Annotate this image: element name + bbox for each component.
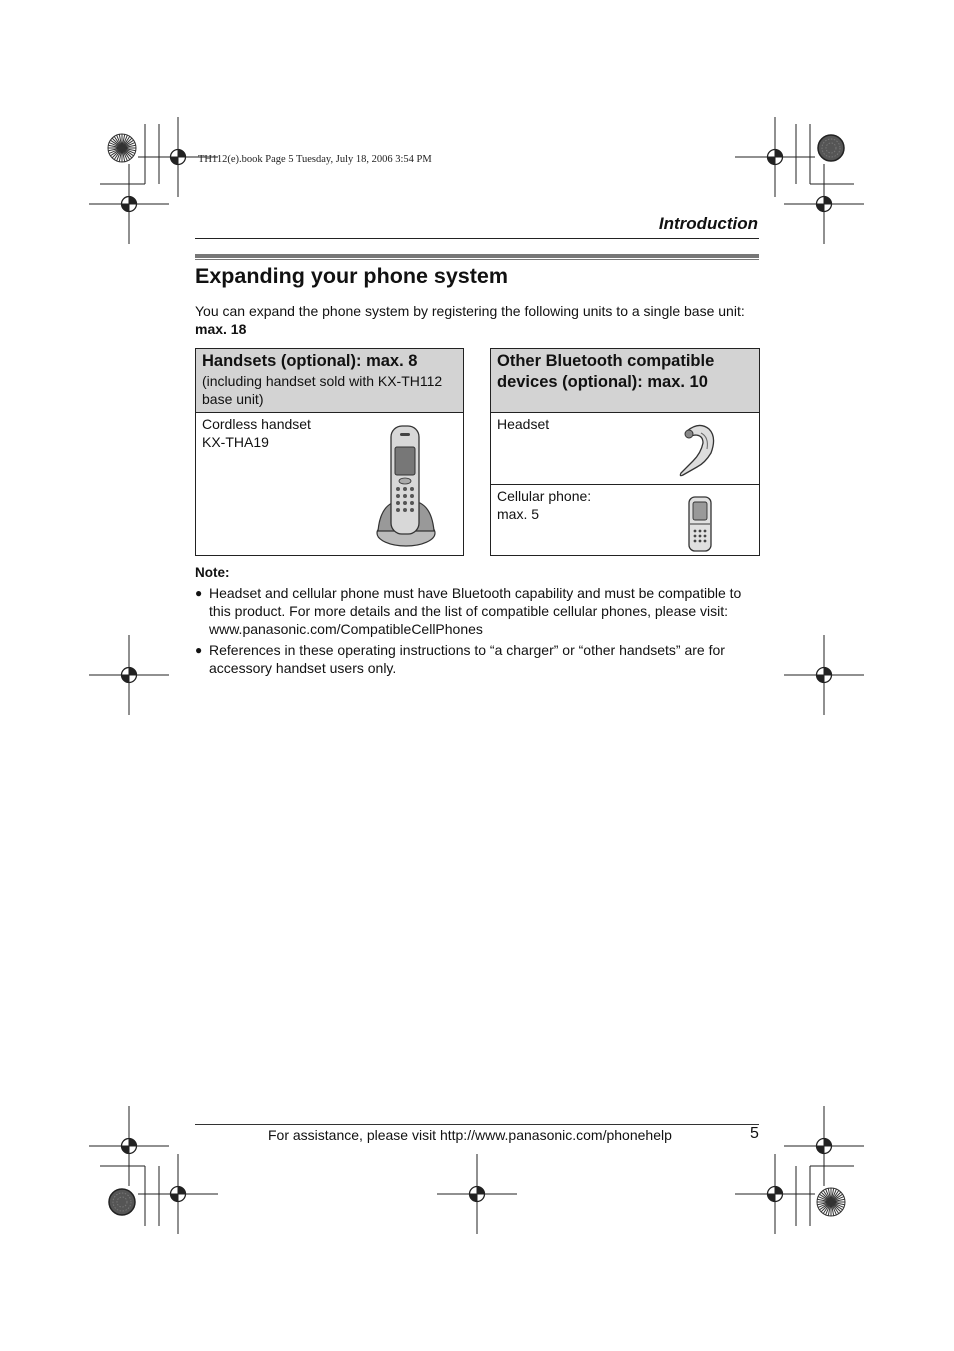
bluetooth-headset-icon [675,421,719,479]
intro-max: max. 18 [195,321,247,337]
handsets-title: Handsets (optional): max. 8 [202,352,418,370]
handset-cell [196,413,463,554]
cordless-handset-icon [374,423,438,551]
bluetooth-box-header [491,349,759,413]
cellular-cell [491,484,759,555]
cellular-max: max. 5 [497,506,540,522]
handset-model: KX-THA19 [202,434,269,450]
cellular-label: Cellular phone: [497,488,592,504]
section-label: Introduction [658,214,758,233]
page-title: Expanding your phone system [195,264,508,288]
handsets-box-header [196,349,463,413]
note-label: Note: [195,565,230,580]
print-info: TH112(e).book Page 5 Tuesday, July 18, 2006 3:54 PM [198,154,432,165]
list-item: ● Headset and cellular phone must have Bluetooth capability and must be compatible to this product. For more details and the list of compatible cellular phones, please visit: www.panasonic.com/CompatibleCellPhones [195,585,742,637]
bullet-icon: ● [195,643,203,657]
intro-paragraph [195,302,765,338]
bluetooth-title: Other Bluetooth compatible devices (optional): max. 10 [497,352,715,391]
page-number: 5 [750,1125,759,1142]
header-rule [195,238,759,239]
title-rule-under [195,259,759,260]
handsets-box [195,348,464,556]
headset-cell [491,413,759,484]
handsets-subtitle: (including handset sold with KX-TH112 base unit) [202,373,443,407]
footer-assistance: For assistance, please visit http://www.panasonic.com/phonehelp [268,1127,672,1143]
title-rule [195,254,759,258]
footer-rule [195,1124,759,1125]
list-item: ● References in these operating instructions to “a charger” or “other handsets” are for accessory handset users only. [195,642,725,676]
intro-text: You can expand the phone system by registering the following units to a single base unit: [195,303,745,319]
bullet-icon: ● [195,586,203,600]
note-list [195,584,765,680]
cellular-phone-icon [687,495,713,553]
bluetooth-box [490,348,760,556]
handset-name: Cordless handset [202,416,311,432]
headset-label: Headset [497,416,550,432]
